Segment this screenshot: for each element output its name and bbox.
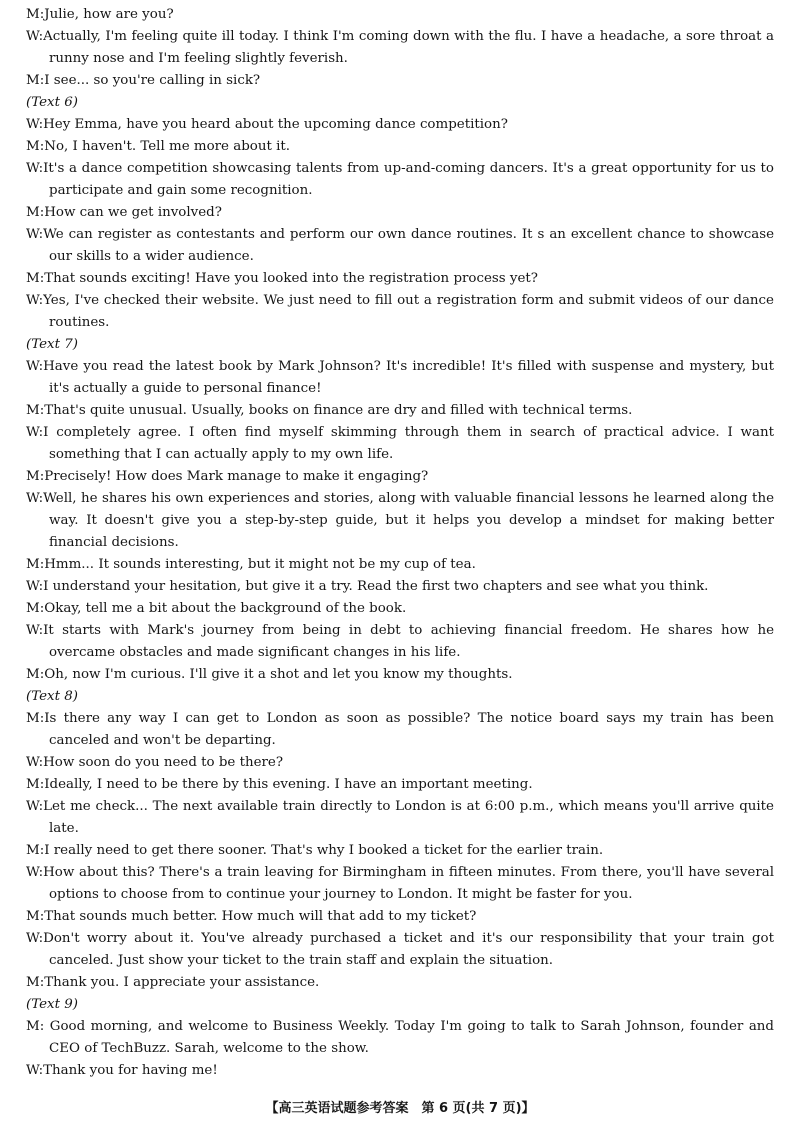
transcript-body — [26, 4, 774, 1082]
dialogue-line: M:Oh, now I'm curious. I'll give it a shot and let you know my thoughts. — [26, 667, 513, 682]
dialogue-line: M:Precisely! How does Mark manage to make it engaging? — [26, 469, 429, 484]
dialogue-line: M:I see... so you're calling in sick? — [26, 73, 261, 88]
dialogue-line: W:Don't worry about it. You've already purchased a ticket and it's our responsibility that your train got canceled. Just show your ticket to the train staff and explain the situation. — [26, 931, 774, 968]
dialogue-line: W:It's a dance competition showcasing talents from up-and-coming dancers. It's a great opportunity for us to participate and gain some recognition. — [26, 161, 774, 198]
section-label: (Text 9) — [26, 997, 78, 1012]
section-label: (Text 8) — [26, 689, 78, 704]
dialogue-line: M:Ideally, I need to be there by this evening. I have an important meeting. — [26, 777, 533, 792]
section-label: (Text 6) — [26, 95, 78, 110]
dialogue-line: W:It starts with Mark's journey from being in debt to achieving financial freedom. He shares how he overcame obstacles and made significant changes in his life. — [26, 623, 774, 660]
dialogue-line: M:Julie, how are you? — [26, 7, 174, 22]
dialogue-line: M:Thank you. I appreciate your assistance. — [26, 975, 320, 990]
dialogue-line: M:That sounds much better. How much will that add to my ticket? — [26, 909, 477, 924]
dialogue-line: M:I really need to get there sooner. That's why I booked a ticket for the earlier train. — [26, 843, 604, 858]
dialogue-line: M:How can we get involved? — [26, 205, 222, 220]
dialogue-line: M: Good morning, and welcome to Business Weekly. Today I'm going to talk to Sarah Johnson, founder and CEO of TechBuzz. Sarah, welcome to the show. — [26, 1019, 774, 1056]
dialogue-line: W:Thank you for having me! — [26, 1063, 218, 1078]
dialogue-line: M:Okay, tell me a bit about the background of the book. — [26, 601, 407, 616]
dialogue-line: W:I understand your hesitation, but give it a try. Read the first two chapters and see what you think. — [26, 579, 709, 594]
dialogue-line: W:How soon do you need to be there? — [26, 755, 284, 770]
dialogue-line: W:Actually, I'm feeling quite ill today. I think I'm coming down with the flu. I have a headache, a sore throat a runny nose and I'm feeling slightly feverish. — [26, 29, 774, 66]
dialogue-line: W:I completely agree. I often find myself skimming through them in search of practical advice. I want something that I can actually apply to my own life. — [26, 425, 774, 462]
dialogue-line: W:Well, he shares his own experiences and stories, along with valuable financial lessons he learned along the way. It doesn't give you a step-by-step guide, but it helps you develop a mindset for making better financial decisions. — [26, 491, 774, 550]
dialogue-line: W:Hey Emma, have you heard about the upcoming dance competition? — [26, 117, 508, 132]
page-footer: 【高三英语试题参考答案 第 6 页(共 7 页)】 — [265, 1101, 535, 1116]
dialogue-line: M:That sounds exciting! Have you looked into the registration process yet? — [26, 271, 538, 286]
dialogue-line: M:That's quite unusual. Usually, books on finance are dry and filled with technical terms. — [26, 403, 633, 418]
dialogue-line: W:Yes, I've checked their website. We just need to fill out a registration form and submit videos of our dance routines. — [26, 293, 774, 330]
dialogue-line: M:Is there any way I can get to London as soon as possible? The notice board says my train has been canceled and won't be departing. — [26, 711, 774, 748]
dialogue-line: M:Hmm... It sounds interesting, but it might not be my cup of tea. — [26, 557, 476, 572]
dialogue-line: M:No, I haven't. Tell me more about it. — [26, 139, 291, 154]
dialogue-line: W:How about this? There's a train leaving for Birmingham in fifteen minutes. From there, you'll have several options to choose from to continue your journey to London. It might be faster for you. — [26, 865, 774, 902]
dialogue-line: W:Have you read the latest book by Mark Johnson? It's incredible! It's filled with suspense and mystery, but it's actually a guide to personal finance! — [26, 359, 774, 396]
dialogue-line: W:We can register as contestants and perform our own dance routines. It s an excellent chance to showcase our skills to a wider audience. — [26, 227, 774, 264]
dialogue-line: W:Let me check... The next available train directly to London is at 6:00 p.m., which means you'll arrive quite late. — [26, 799, 774, 836]
section-label: (Text 7) — [26, 337, 78, 352]
